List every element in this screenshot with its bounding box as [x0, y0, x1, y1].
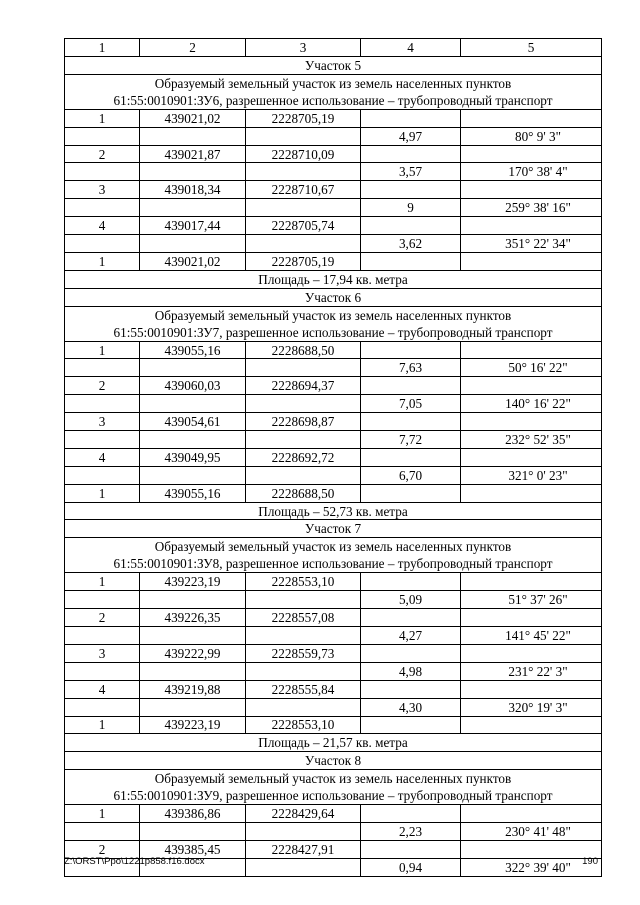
empty-cell [246, 359, 361, 377]
section-title: Участок 5 [65, 56, 602, 74]
section-title: Участок 6 [65, 288, 602, 306]
segment-angle: 230° 41' 48" [461, 823, 602, 841]
empty-cell [461, 145, 602, 163]
empty-cell [246, 698, 361, 716]
point-number: 1 [65, 573, 140, 591]
empty-cell [140, 466, 246, 484]
empty-cell [461, 716, 602, 734]
empty-cell [461, 609, 602, 627]
empty-cell [461, 341, 602, 359]
point-x: 439223,19 [140, 573, 246, 591]
empty-cell [361, 805, 461, 823]
segment-row [65, 395, 602, 413]
empty-cell [361, 609, 461, 627]
segment-distance: 6,70 [361, 466, 461, 484]
segment-angle: 259° 38' 16" [461, 199, 602, 217]
point-number: 1 [65, 716, 140, 734]
segment-angle: 50° 16' 22" [461, 359, 602, 377]
segment-distance: 7,63 [361, 359, 461, 377]
empty-cell [361, 573, 461, 591]
coordinates-table [64, 38, 602, 877]
point-y: 2228694,37 [246, 377, 361, 395]
section-description-row [65, 74, 602, 109]
point-row [65, 716, 602, 734]
empty-cell [461, 252, 602, 270]
segment-row [65, 127, 602, 145]
empty-cell [65, 466, 140, 484]
point-y: 2228553,10 [246, 573, 361, 591]
area-row [65, 502, 602, 520]
point-x: 439223,19 [140, 716, 246, 734]
footer-page-number: 190 [582, 856, 598, 867]
point-y: 2228688,50 [246, 341, 361, 359]
point-x: 439219,88 [140, 680, 246, 698]
area-row [65, 270, 602, 288]
segment-angle: 320° 19' 3" [461, 698, 602, 716]
section-description-row [65, 538, 602, 573]
segment-row [65, 466, 602, 484]
empty-cell [461, 413, 602, 431]
empty-cell [246, 431, 361, 449]
empty-cell [140, 359, 246, 377]
empty-cell [361, 252, 461, 270]
segment-angle: 141° 45' 22" [461, 627, 602, 645]
point-number: 2 [65, 377, 140, 395]
header-cell: 2 [140, 39, 246, 57]
empty-cell [140, 823, 246, 841]
point-row [65, 217, 602, 235]
point-number: 4 [65, 448, 140, 466]
point-y: 2228705,19 [246, 252, 361, 270]
segment-row [65, 235, 602, 253]
empty-cell [361, 217, 461, 235]
header-cell: 3 [246, 39, 361, 57]
segment-row [65, 627, 602, 645]
empty-cell [361, 145, 461, 163]
segment-angle: 80° 9' 3" [461, 127, 602, 145]
point-row [65, 341, 602, 359]
point-x: 439018,34 [140, 181, 246, 199]
point-y: 2228692,72 [246, 448, 361, 466]
empty-cell [246, 627, 361, 645]
empty-cell [461, 109, 602, 127]
point-row [65, 573, 602, 591]
empty-cell [246, 662, 361, 680]
empty-cell [140, 235, 246, 253]
point-x: 439226,35 [140, 609, 246, 627]
point-number: 3 [65, 181, 140, 199]
point-x: 439055,16 [140, 341, 246, 359]
section-title-row [65, 752, 602, 770]
segment-distance: 4,97 [361, 127, 461, 145]
section-description-row [65, 770, 602, 805]
point-number: 2 [65, 609, 140, 627]
section-area: Площадь – 52,73 кв. метра [65, 502, 602, 520]
segment-row [65, 199, 602, 217]
empty-cell [246, 823, 361, 841]
section-description [65, 538, 602, 573]
segment-distance: 0,94 [361, 858, 461, 876]
empty-cell [65, 127, 140, 145]
empty-cell [65, 591, 140, 609]
segment-distance: 3,62 [361, 235, 461, 253]
description-line-2: 61:55:0010901:ЗУ7, разрешенное использование – трубопроводный транспорт [113, 324, 553, 340]
empty-cell [65, 431, 140, 449]
point-row [65, 448, 602, 466]
point-x: 439386,86 [140, 805, 246, 823]
empty-cell [461, 448, 602, 466]
empty-cell [361, 448, 461, 466]
header-cell: 4 [361, 39, 461, 57]
empty-cell [246, 235, 361, 253]
empty-cell [140, 591, 246, 609]
point-y: 2228705,19 [246, 109, 361, 127]
point-number: 3 [65, 644, 140, 662]
segment-distance: 7,05 [361, 395, 461, 413]
empty-cell [140, 627, 246, 645]
empty-cell [361, 109, 461, 127]
point-row [65, 805, 602, 823]
point-y: 2228710,09 [246, 145, 361, 163]
empty-cell [361, 840, 461, 858]
empty-cell [246, 163, 361, 181]
section-description [65, 74, 602, 109]
empty-cell [65, 395, 140, 413]
segment-angle: 232° 52' 35" [461, 431, 602, 449]
point-row [65, 252, 602, 270]
point-x: 439385,45 [140, 840, 246, 858]
empty-cell [461, 484, 602, 502]
point-row [65, 413, 602, 431]
point-number: 1 [65, 484, 140, 502]
point-x: 439021,02 [140, 109, 246, 127]
empty-cell [246, 591, 361, 609]
empty-cell [246, 858, 361, 876]
segment-angle: 170° 38' 4" [461, 163, 602, 181]
empty-cell [246, 127, 361, 145]
segment-row [65, 359, 602, 377]
description-line-1: Образуемый земельный участок из земель населенных пунктов [154, 307, 512, 323]
empty-cell [65, 235, 140, 253]
segment-angle: 321° 0' 23" [461, 466, 602, 484]
point-number: 1 [65, 109, 140, 127]
point-number: 1 [65, 805, 140, 823]
empty-cell [461, 377, 602, 395]
segment-row [65, 662, 602, 680]
point-x: 439021,02 [140, 252, 246, 270]
empty-cell [140, 698, 246, 716]
empty-cell [361, 413, 461, 431]
empty-cell [65, 359, 140, 377]
header-cell: 5 [461, 39, 602, 57]
segment-distance: 7,72 [361, 431, 461, 449]
section-title: Участок 7 [65, 520, 602, 538]
section-description-row [65, 306, 602, 341]
point-y: 2228557,08 [246, 609, 361, 627]
empty-cell [65, 199, 140, 217]
segment-distance: 2,23 [361, 823, 461, 841]
empty-cell [140, 395, 246, 413]
segment-distance: 5,09 [361, 591, 461, 609]
empty-cell [361, 377, 461, 395]
segment-row [65, 591, 602, 609]
segment-angle: 322° 39' 40" [461, 858, 602, 876]
description-line-2: 61:55:0010901:ЗУ9, разрешенное использование – трубопроводный транспорт [113, 788, 553, 804]
point-y: 2228553,10 [246, 716, 361, 734]
segment-angle: 140° 16' 22" [461, 395, 602, 413]
area-row [65, 734, 602, 752]
point-number: 4 [65, 217, 140, 235]
empty-cell [461, 181, 602, 199]
empty-cell [461, 217, 602, 235]
point-x: 439021,87 [140, 145, 246, 163]
empty-cell [461, 644, 602, 662]
point-number: 4 [65, 680, 140, 698]
empty-cell [140, 662, 246, 680]
segment-row [65, 431, 602, 449]
description-line-1: Образуемый земельный участок из земель населенных пунктов [154, 539, 512, 555]
description-line-2: 61:55:0010901:ЗУ6, разрешенное использование – трубопроводный транспорт [113, 92, 553, 108]
point-number: 1 [65, 341, 140, 359]
point-row [65, 109, 602, 127]
segment-row [65, 823, 602, 841]
point-x: 439017,44 [140, 217, 246, 235]
point-y: 2228559,73 [246, 644, 361, 662]
point-number: 3 [65, 413, 140, 431]
empty-cell [361, 680, 461, 698]
point-row [65, 484, 602, 502]
segment-angle: 351° 22' 34" [461, 235, 602, 253]
empty-cell [246, 466, 361, 484]
footer-file-path: Z:\ORST\Ppo\1221p858.f16.docx [64, 856, 205, 867]
point-row [65, 680, 602, 698]
header-cell: 1 [65, 39, 140, 57]
empty-cell [361, 716, 461, 734]
section-area: Площадь – 17,94 кв. метра [65, 270, 602, 288]
section-description [65, 770, 602, 805]
point-row [65, 181, 602, 199]
empty-cell [65, 163, 140, 181]
point-x: 439055,16 [140, 484, 246, 502]
empty-cell [140, 127, 246, 145]
empty-cell [65, 823, 140, 841]
segment-distance: 9 [361, 199, 461, 217]
point-y: 2228705,74 [246, 217, 361, 235]
empty-cell [140, 199, 246, 217]
empty-cell [65, 627, 140, 645]
section-title-row [65, 56, 602, 74]
empty-cell [65, 698, 140, 716]
description-line-2: 61:55:0010901:ЗУ8, разрешенное использование – трубопроводный транспорт [113, 556, 553, 572]
segment-distance: 4,30 [361, 698, 461, 716]
empty-cell [361, 181, 461, 199]
point-row [65, 644, 602, 662]
empty-cell [361, 484, 461, 502]
point-number: 2 [65, 840, 140, 858]
header-row [65, 39, 602, 57]
point-y: 2228698,87 [246, 413, 361, 431]
point-y: 2228429,64 [246, 805, 361, 823]
point-y: 2228427,91 [246, 840, 361, 858]
empty-cell [65, 662, 140, 680]
segment-distance: 4,98 [361, 662, 461, 680]
segment-distance: 4,27 [361, 627, 461, 645]
description-line-1: Образуемый земельный участок из земель населенных пунктов [154, 75, 512, 91]
point-y: 2228710,67 [246, 181, 361, 199]
segment-distance: 3,57 [361, 163, 461, 181]
empty-cell [461, 840, 602, 858]
segment-row [65, 698, 602, 716]
point-x: 439054,61 [140, 413, 246, 431]
point-y: 2228688,50 [246, 484, 361, 502]
point-number: 1 [65, 252, 140, 270]
section-title: Участок 8 [65, 752, 602, 770]
point-number: 2 [65, 145, 140, 163]
empty-cell [140, 163, 246, 181]
empty-cell [461, 805, 602, 823]
point-x: 439049,95 [140, 448, 246, 466]
section-area: Площадь – 21,57 кв. метра [65, 734, 602, 752]
section-description [65, 306, 602, 341]
empty-cell [246, 199, 361, 217]
empty-cell [246, 395, 361, 413]
point-y: 2228555,84 [246, 680, 361, 698]
point-x: 439060,03 [140, 377, 246, 395]
empty-cell [461, 680, 602, 698]
point-row [65, 609, 602, 627]
point-x: 439222,99 [140, 644, 246, 662]
segment-angle: 51° 37' 26" [461, 591, 602, 609]
empty-cell [461, 573, 602, 591]
segment-row [65, 163, 602, 181]
empty-cell [140, 431, 246, 449]
section-title-row [65, 288, 602, 306]
segment-angle: 231° 22' 3" [461, 662, 602, 680]
point-row [65, 377, 602, 395]
empty-cell [361, 644, 461, 662]
section-title-row [65, 520, 602, 538]
point-row [65, 145, 602, 163]
empty-cell [361, 341, 461, 359]
description-line-1: Образуемый земельный участок из земель населенных пунктов [154, 771, 512, 787]
